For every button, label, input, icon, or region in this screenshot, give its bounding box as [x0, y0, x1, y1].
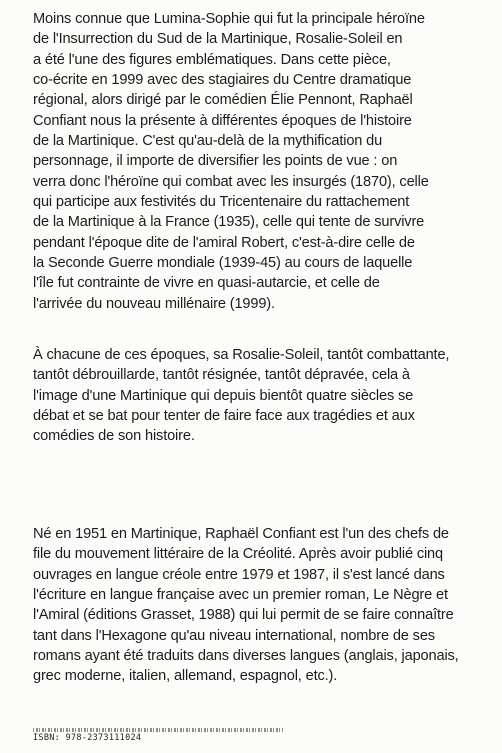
- text-line: a été l'une des figures emblématiques. Dans cette pièce,: [33, 51, 391, 68]
- text-line: co-écrite en 1999 avec des stagiaires du Centre dramatique: [33, 72, 412, 89]
- text-line: Confiant nous la présente à différentes époques de l'histoire: [33, 112, 412, 129]
- text-line: file du mouvement littéraire de la Créolité. Après avoir publié cinq: [33, 546, 443, 563]
- synopsis-paragraph-2: [33, 345, 472, 447]
- text-line: tant dans l'Hexagone qu'au niveau international, nombre de ses: [33, 627, 435, 644]
- text-line: À chacune de ces époques, sa Rosalie-Soleil, tantôt combattante,: [33, 347, 450, 363]
- text-line: de l'Insurrection du Sud de la Martinique, Rosalie-Soleil en: [33, 31, 403, 48]
- text-line: pendant l'époque dite de l'amiral Robert, c'est-à-dire celle de: [33, 234, 415, 251]
- text-line: l'île fut contrainte de vivre en quasi-autarcie, et celle de: [33, 275, 380, 292]
- barcode-bars: [33, 728, 283, 732]
- text-line: l'Amiral (éditions Grasset, 1988) qui lui permit de se faire connaître: [33, 607, 454, 624]
- text-line: débat et se bat pour tenter de faire face aux tragédies et aux: [33, 408, 415, 425]
- text-line: tantôt débrouillarde, tantôt résignée, tantôt dépravée, cela à: [33, 367, 410, 384]
- isbn-label: ISBN: 978-2373111024: [33, 733, 142, 743]
- text-line: personnage, il importe de diversifier les points de vue : on: [33, 153, 398, 170]
- text-line: régional, alors dirigé par le comédien Élie Pennont, Raphaël: [33, 92, 413, 109]
- text-line: l'écriture en langue française avec un premier roman, Le Nègre et: [33, 587, 448, 604]
- text-line: romans ayant été traduits dans diverses langues (anglais, japonais,: [33, 648, 459, 665]
- text-line: de la Martinique à la France (1935), celle qui tente de survivre: [33, 214, 425, 231]
- text-line: Moins connue que Lumina-Sophie qui fut la principale héroïne: [33, 11, 425, 27]
- text-line: grec moderne, italien, allemand, espagnol, etc.).: [33, 668, 338, 685]
- text-line: Né en 1951 en Martinique, Raphaël Confiant est l'un des chefs de: [33, 526, 449, 542]
- text-line: l'image d'une Martinique qui depuis bientôt quatre siècles se: [33, 387, 414, 404]
- text-line: l'arrivée du nouveau millénaire (1999).: [33, 295, 275, 312]
- text-line: qui participe aux festivités du Tricentenaire du rattachement: [33, 194, 410, 211]
- text-line: verra donc l'héroïne qui combat avec les insurgés (1870), celle: [33, 173, 429, 190]
- text-line: de la Martinique. C'est qu'au-delà de la mythification du: [33, 133, 383, 150]
- text-line: ouvrages en langue créole entre 1979 et 1987, il s'est lancé dans: [33, 566, 445, 583]
- author-bio-paragraph: [33, 524, 472, 687]
- synopsis-paragraph: [33, 9, 472, 314]
- text-line: comédies de son histoire.: [33, 428, 195, 445]
- text-line: la Seconde Guerre mondiale (1939-45) au cours de laquelle: [33, 255, 413, 272]
- isbn-barcode: [33, 728, 283, 753]
